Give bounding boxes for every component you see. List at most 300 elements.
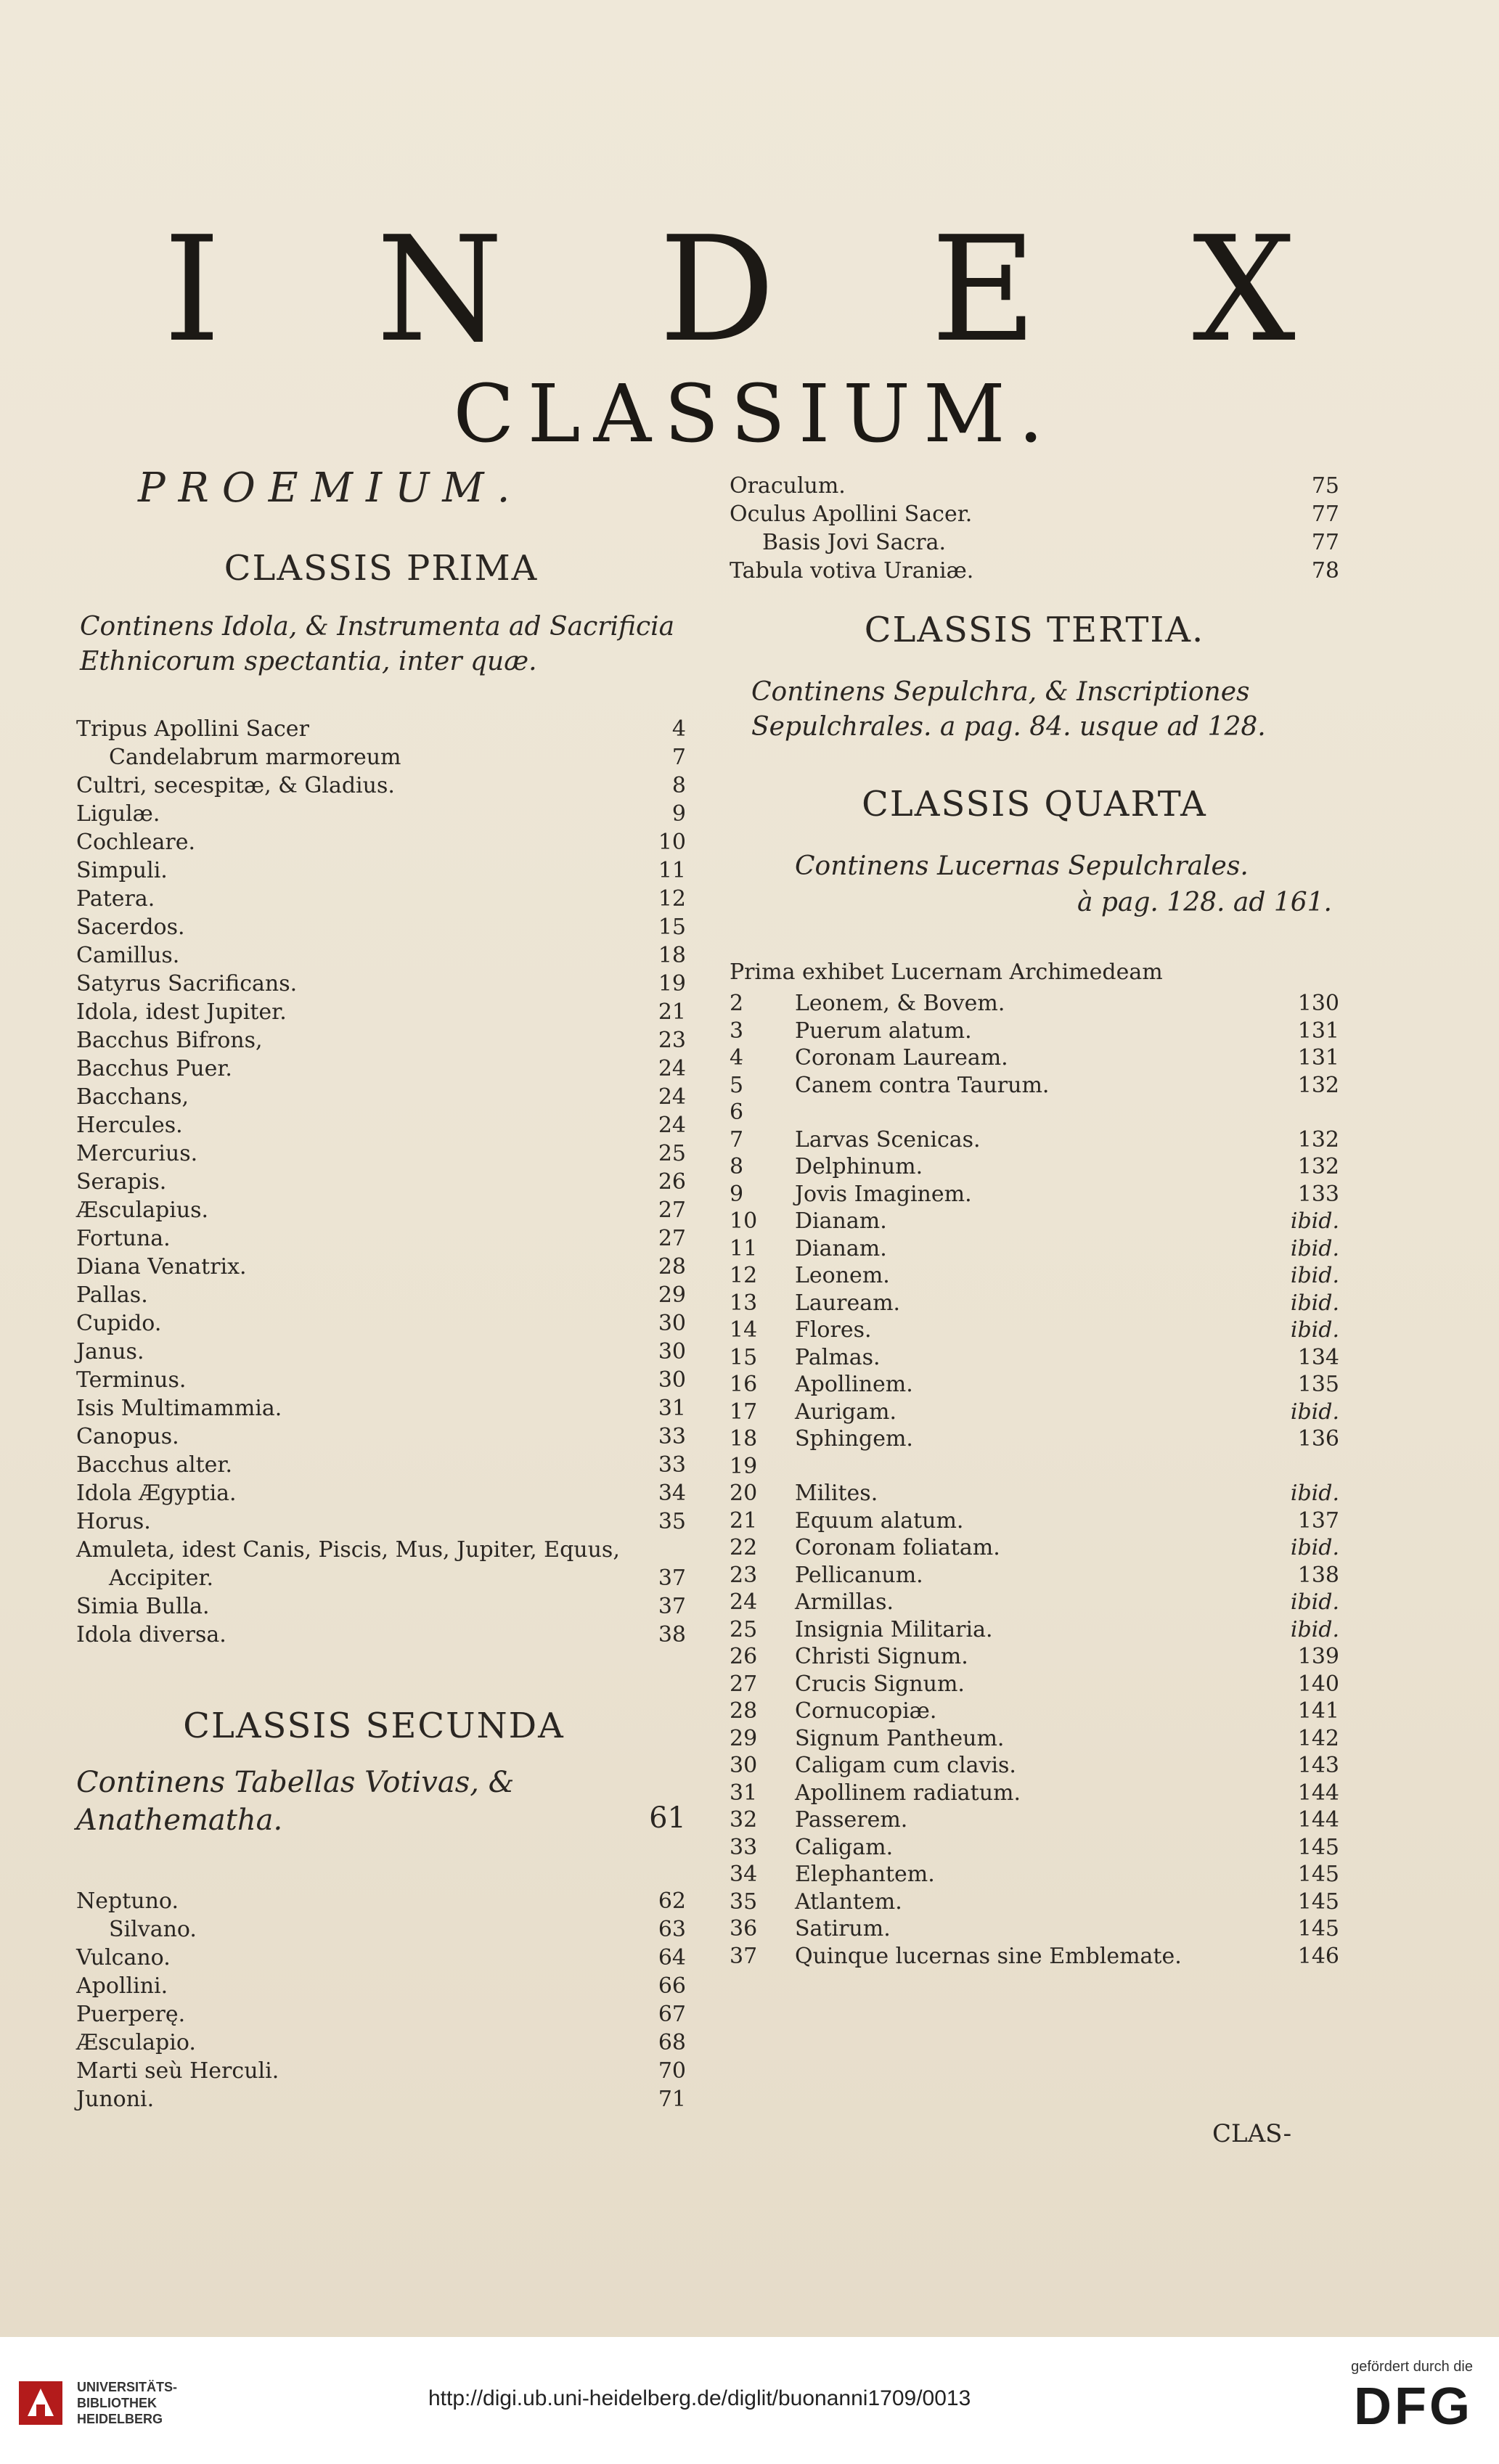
classis-quarta-entry <box>730 1018 1339 1045</box>
entry-page: 63 <box>658 1917 686 1942</box>
entry-label: Caligam cum clavis. <box>795 1753 1016 1778</box>
entry-label: Simpuli. <box>76 858 168 883</box>
entry-label: Marti seù Herculi. <box>76 2058 279 2084</box>
entry-label: Dianam. <box>795 1208 887 1234</box>
classis-prima-entry <box>76 1394 686 1423</box>
entry-number: 29 <box>730 1725 758 1751</box>
entry-page: 143 <box>1297 1753 1339 1778</box>
entry-page: ibid. <box>1290 1616 1339 1642</box>
catchword: CLAS- <box>1212 2119 1292 2148</box>
entry-page: 132 <box>1297 1126 1339 1153</box>
entry-page: 24 <box>658 1056 686 1081</box>
entry-number: 4 <box>730 1045 744 1071</box>
entry-page: 133 <box>1297 1181 1339 1207</box>
oraculum-entry <box>730 528 1339 557</box>
entry-label: Silvano. <box>109 1917 197 1942</box>
classis-quarta-entry <box>730 1806 1339 1834</box>
entry-number: 9 <box>730 1181 744 1207</box>
classis-quarta-block <box>730 784 1339 929</box>
classis-prima-entry <box>76 1026 686 1055</box>
entry-number: 2 <box>730 991 744 1016</box>
classis-prima-description: Continens Idola, & Instrumenta ad Sacrificia Ethnicorum spectantia, inter quæ. <box>80 612 675 676</box>
entry-page: ibid. <box>1290 1290 1339 1316</box>
classis-quarta-intro: Prima exhibet Lucernam Archimedeam <box>730 959 1163 985</box>
title-letter: X <box>1192 205 1296 374</box>
entry-label: Janus. <box>76 1339 144 1364</box>
classis-secunda-description: Continens Tabellas Votivas, & Anathematha. <box>76 1766 515 1837</box>
entry-page: 12 <box>658 886 686 912</box>
entry-number: 20 <box>730 1481 758 1506</box>
entry-page: 24 <box>658 1113 686 1138</box>
entry-number: 10 <box>730 1208 758 1234</box>
entry-label: Apollinem. <box>795 1372 913 1397</box>
entry-number: 18 <box>730 1426 758 1452</box>
entry-page: ibid. <box>1290 1235 1339 1261</box>
classis-quarta-entry <box>730 1262 1339 1290</box>
entry-label: Cultri, secespitæ, & Gladius. <box>76 773 395 798</box>
entry-label: Sacerdos. <box>76 914 185 940</box>
entry-number: 21 <box>730 1507 758 1534</box>
entry-label: Satyrus Sacrificans. <box>76 971 298 996</box>
classis-quarta-entry <box>730 1399 1339 1426</box>
classis-prima-entry <box>76 1423 686 1451</box>
title-letter: E <box>931 205 1037 374</box>
entry-page: 144 <box>1297 1780 1339 1806</box>
entry-page: 18 <box>658 943 686 968</box>
entry-page: ibid. <box>1290 1263 1339 1288</box>
entry-label: Puerperę. <box>76 2002 186 2027</box>
classis-prima-entry <box>76 1111 686 1139</box>
classis-secunda-entry <box>76 1944 686 1972</box>
entry-page: 75 <box>1311 473 1339 499</box>
classis-prima-entry <box>76 1309 686 1338</box>
entry-number: 15 <box>730 1344 758 1370</box>
entry-label: Oraculum. <box>730 473 846 499</box>
classis-prima-entry <box>76 1196 686 1224</box>
entry-page: 37 <box>658 1594 686 1619</box>
entry-page: ibid. <box>1290 1589 1339 1615</box>
title-letter: I <box>163 205 221 374</box>
entry-page: 11 <box>658 858 686 883</box>
classis-prima-entry <box>76 1224 686 1253</box>
title-letter: D <box>658 205 775 374</box>
entry-number: 25 <box>730 1616 758 1642</box>
classis-quarta-entry <box>730 1507 1339 1535</box>
entry-page: 31 <box>658 1396 686 1421</box>
classis-prima-entry <box>76 1253 686 1281</box>
entry-page: 144 <box>1297 1807 1339 1833</box>
entry-label: Pallas. <box>76 1282 148 1308</box>
entry-page: 10 <box>658 830 686 855</box>
entry-label: Vulcano. <box>76 1945 171 1970</box>
classis-prima-entry <box>76 856 686 885</box>
classis-secunda-entry <box>76 2000 686 2029</box>
entry-page: 139 <box>1297 1644 1339 1669</box>
dfg-wordmark: DFG <box>1354 2378 1473 2436</box>
entry-page: 145 <box>1297 1916 1339 1941</box>
classis-quarta-entry <box>730 1153 1339 1181</box>
classis-prima-entry <box>76 1564 686 1592</box>
entry-label: Pellicanum. <box>795 1562 923 1588</box>
entry-label: Bacchus Bifrons, <box>76 1028 263 1053</box>
quarta-items <box>730 990 1339 1970</box>
entry-label: Passerem. <box>795 1807 908 1833</box>
entry-page: 70 <box>658 2058 686 2084</box>
entry-page: 33 <box>658 1424 686 1449</box>
entry-label: Flores. <box>795 1317 872 1343</box>
entry-label: Jovis Imaginem. <box>795 1181 972 1207</box>
classis-quarta-entry <box>730 1126 1339 1154</box>
classis-prima-block <box>76 548 686 700</box>
entry-label: Canem contra Taurum. <box>795 1072 1050 1098</box>
classis-quarta-entry <box>730 1752 1339 1780</box>
classis-prima-entry <box>76 941 686 970</box>
university-library-name: UNIVERSITÄTS- BIBLIOTHEK HEIDELBERG <box>77 2380 178 2426</box>
entry-number: 24 <box>730 1589 758 1615</box>
entry-page: 142 <box>1297 1725 1339 1751</box>
viewer-footer <box>0 2337 1499 2464</box>
classis-quarta-entry <box>730 1888 1339 1916</box>
classis-prima-list <box>76 715 686 1649</box>
classis-tertia-block <box>730 610 1339 769</box>
classis-quarta-entry <box>730 1643 1339 1671</box>
classis-quarta-entry <box>730 1725 1339 1753</box>
permalink-url[interactable]: http://digi.ub.uni-heidelberg.de/diglit/buonanni1709/0013 <box>428 2386 971 2410</box>
entry-label: Sphingem. <box>795 1426 913 1452</box>
classis-secunda-entry <box>76 1887 686 1915</box>
entry-page: 33 <box>658 1452 686 1478</box>
entry-label: Hercules. <box>76 1113 183 1138</box>
oraculum-entry <box>730 472 1339 500</box>
entry-label: Æsculapio. <box>76 2030 196 2055</box>
classis-quarta-entry <box>730 1371 1339 1399</box>
entry-page: 24 <box>658 1084 686 1110</box>
entry-label: Candelabrum marmoreum <box>109 745 401 770</box>
entry-label: Terminus. <box>76 1367 187 1393</box>
classis-secunda-entry <box>76 2057 686 2085</box>
entry-page: 146 <box>1297 1943 1339 1969</box>
entry-page: 7 <box>671 745 686 770</box>
entry-label: Æsculapius. <box>76 1198 209 1223</box>
entry-page: 30 <box>658 1339 686 1364</box>
entry-label: Patera. <box>76 886 155 912</box>
classis-quarta-entry <box>730 1181 1339 1208</box>
entry-number: 33 <box>730 1834 758 1860</box>
entry-page: 141 <box>1297 1698 1339 1724</box>
classis-tertia-description: Continens Sepulchra, & Inscriptiones Sepulchrales. a pag. 84. usque ad 128. <box>751 677 1266 742</box>
entry-label: Bacchus alter. <box>76 1452 232 1478</box>
entry-label: Neptuno. <box>76 1888 179 1914</box>
classis-prima-entry <box>76 1055 686 1083</box>
proemium-heading: PROEMIUM. <box>138 464 523 512</box>
entry-label: Satirum. <box>795 1916 891 1941</box>
entry-page: ibid. <box>1290 1399 1339 1425</box>
classis-prima-entry <box>76 998 686 1026</box>
classis-prima-entry <box>76 885 686 913</box>
entry-page: ibid. <box>1290 1208 1339 1234</box>
classis-quarta-entry <box>730 1480 1339 1507</box>
entry-number: 26 <box>730 1644 758 1669</box>
entry-label: Idola, idest Jupiter. <box>76 999 287 1025</box>
title-classium: CLASSIUM. <box>453 367 1057 460</box>
entry-number: 37 <box>730 1943 758 1969</box>
entry-number: 36 <box>730 1916 758 1941</box>
entry-page: 78 <box>1311 558 1339 584</box>
classis-secunda-entry <box>76 2029 686 2057</box>
entry-label: Leonem. <box>795 1263 890 1288</box>
entry-number: 23 <box>730 1562 758 1588</box>
entry-label: Lauream. <box>795 1290 901 1316</box>
entry-label: Aurigam. <box>795 1399 896 1425</box>
entry-number: 3 <box>730 1018 744 1044</box>
classis-quarta-entry <box>730 1861 1339 1888</box>
classis-prima-entry <box>76 1168 686 1196</box>
entry-label: Camillus. <box>76 943 180 968</box>
entry-page: 28 <box>658 1254 686 1280</box>
classis-quarta-entry <box>730 1589 1339 1616</box>
entry-page: 62 <box>658 1888 686 1914</box>
entry-label: Basis Jovi Sacra. <box>762 530 947 555</box>
entry-label: Oculus Apollini Sacer. <box>730 502 973 527</box>
entry-label: Milites. <box>795 1481 878 1506</box>
entry-label: Armillas. <box>795 1589 894 1615</box>
classis-quarta-entry <box>730 1235 1339 1263</box>
entry-page: 130 <box>1297 991 1339 1016</box>
entry-page: 21 <box>658 999 686 1025</box>
entry-page: 77 <box>1311 502 1339 527</box>
entry-page: ibid. <box>1290 1317 1339 1343</box>
classis-secunda-entry <box>76 1915 686 1944</box>
classis-prima-entry <box>76 1338 686 1366</box>
classis-quarta-entry <box>730 1344 1339 1372</box>
entry-number: 19 <box>730 1453 758 1479</box>
entry-label: Insignia Militaria. <box>795 1616 993 1642</box>
entry-page: 38 <box>658 1622 686 1648</box>
entry-page: 67 <box>658 2002 686 2027</box>
entry-number: 8 <box>730 1154 744 1179</box>
entry-label: Delphinum. <box>795 1154 923 1179</box>
entry-label: Signum Pantheum. <box>795 1725 1005 1751</box>
entry-label: Apollinem radiatum. <box>795 1780 1021 1806</box>
entry-label: Junoni. <box>76 2087 155 2112</box>
entry-page: 26 <box>658 1169 686 1195</box>
classis-prima-entry <box>76 828 686 856</box>
entry-label: Christi Signum. <box>795 1644 968 1669</box>
entry-number: 7 <box>730 1126 744 1153</box>
entry-label: Tripus Apollini Sacer <box>76 716 309 742</box>
entry-page: 27 <box>658 1226 686 1251</box>
classis-tertia-heading: CLASSIS TERTIA. <box>864 610 1205 650</box>
entry-page: 145 <box>1297 1834 1339 1860</box>
entry-label: Diana Venatrix. <box>76 1254 247 1280</box>
entry-page: 145 <box>1297 1862 1339 1887</box>
entry-number: 30 <box>730 1753 758 1778</box>
entry-page: 29 <box>658 1282 686 1308</box>
classis-quarta-entry <box>730 1425 1339 1453</box>
entry-number: 22 <box>730 1535 758 1560</box>
entry-page: 15 <box>658 914 686 940</box>
classis-prima-entry <box>76 1139 686 1168</box>
entry-page: 135 <box>1297 1372 1339 1397</box>
entry-label: Puerum alatum. <box>795 1018 972 1044</box>
entry-label: Apollini. <box>76 1973 168 1999</box>
classis-secunda-heading: CLASSIS SECUNDA <box>183 1706 565 1746</box>
oraculum-entry <box>730 500 1339 528</box>
entry-page: 25 <box>658 1141 686 1166</box>
entry-number: 35 <box>730 1888 758 1915</box>
entry-page: 8 <box>671 773 686 798</box>
entry-number: 34 <box>730 1862 758 1887</box>
entry-page: 136 <box>1297 1426 1339 1452</box>
right-top-list <box>730 472 1339 585</box>
classis-quarta-entry <box>730 990 1339 1018</box>
dfg-logo <box>1351 2359 1473 2438</box>
classis-prima-entry <box>76 1366 686 1394</box>
entry-label: Ligulæ. <box>76 801 160 827</box>
entry-label: Horus. <box>76 1509 151 1534</box>
entry-page: 140 <box>1297 1671 1339 1697</box>
entry-number: 13 <box>730 1290 758 1316</box>
entry-label: Isis Multimammia. <box>76 1396 282 1421</box>
entry-page: 23 <box>658 1028 686 1053</box>
entry-page: ibid. <box>1290 1535 1339 1560</box>
classis-prima-entry <box>76 771 686 800</box>
classis-prima-entry <box>76 743 686 771</box>
classis-quarta-pages: à pag. 128. ad 161. <box>1077 888 1332 917</box>
entry-page: 64 <box>658 1945 686 1970</box>
entry-page: 138 <box>1297 1562 1339 1588</box>
entry-label: Leonem, & Bovem. <box>795 991 1005 1016</box>
entry-label: Cupido. <box>76 1311 162 1336</box>
classis-quarta-entry <box>730 1562 1339 1589</box>
entry-label: Coronam foliatam. <box>795 1535 1000 1560</box>
entry-label: Tabula votiva Uraniæ. <box>730 558 974 584</box>
entry-page: 34 <box>658 1481 686 1506</box>
dfg-funded-text: gefördert durch die <box>1351 2359 1473 2375</box>
entry-number: 28 <box>730 1698 758 1724</box>
classis-quarta-entry <box>730 1453 1339 1481</box>
oraculum-entry <box>730 557 1339 585</box>
classis-prima-entry <box>76 800 686 828</box>
entry-page: 68 <box>658 2030 686 2055</box>
entry-page: 134 <box>1297 1344 1339 1370</box>
entry-page: 71 <box>658 2087 686 2112</box>
entry-label: Equum alatum. <box>795 1507 964 1534</box>
entry-number: 17 <box>730 1399 758 1425</box>
classis-quarta-entry <box>730 1099 1339 1126</box>
classis-quarta-entry <box>730 1698 1339 1725</box>
entry-page: 132 <box>1297 1072 1339 1098</box>
classis-prima-entry <box>76 970 686 998</box>
entry-number: 14 <box>730 1317 758 1343</box>
classis-prima-heading: CLASSIS PRIMA <box>224 548 539 589</box>
entry-number: 12 <box>730 1263 758 1288</box>
classis-secunda-page: 61 <box>649 1801 686 1835</box>
entry-number: 32 <box>730 1807 758 1833</box>
entry-page: 9 <box>671 801 686 827</box>
classis-prima-entry <box>76 1479 686 1507</box>
entry-page: 30 <box>658 1311 686 1336</box>
entry-label: Idola Ægyptia. <box>76 1481 237 1506</box>
entry-number: 6 <box>730 1100 744 1125</box>
classis-secunda-description-wrap <box>76 1756 686 1865</box>
entry-label: Cornucopiæ. <box>795 1698 937 1724</box>
entry-page: ibid. <box>1290 1481 1339 1506</box>
classis-prima-entry <box>76 1083 686 1111</box>
classis-quarta-entry <box>730 1317 1339 1344</box>
entry-page: 66 <box>658 1973 686 1999</box>
entry-page: 30 <box>658 1367 686 1393</box>
university-library-logo <box>17 2379 177 2427</box>
classis-quarta-list <box>730 958 1339 1970</box>
entry-label: Amuleta, idest Canis, Piscis, Mus, Jupiter, Equus, <box>76 1537 620 1563</box>
entry-label: Fortuna. <box>76 1226 171 1251</box>
entry-label: Crucis Signum. <box>795 1671 965 1697</box>
classis-secunda-list <box>76 1887 686 2113</box>
entry-label: Palmas. <box>795 1344 881 1370</box>
classis-prima-entry <box>76 715 686 743</box>
entry-number: 27 <box>730 1671 758 1697</box>
classis-secunda-entry <box>76 1972 686 2000</box>
entry-label: Simia Bulla. <box>76 1594 210 1619</box>
entry-label: Dianam. <box>795 1235 887 1261</box>
entry-number: 5 <box>730 1072 744 1098</box>
entry-number: 11 <box>730 1235 758 1261</box>
entry-page: 132 <box>1297 1154 1339 1179</box>
classis-prima-entry <box>76 1536 686 1564</box>
entry-page: 77 <box>1311 530 1339 555</box>
classis-quarta-entry <box>730 1208 1339 1235</box>
title-index <box>163 205 1296 374</box>
entry-page: 27 <box>658 1198 686 1223</box>
entry-page: 19 <box>658 971 686 996</box>
classis-quarta-entry <box>730 1834 1339 1862</box>
classis-quarta-description: Continens Lucernas Sepulchrales. <box>795 851 1249 881</box>
entry-page: 137 <box>1297 1507 1339 1534</box>
classis-prima-entry <box>76 1592 686 1621</box>
entry-page: 37 <box>658 1565 686 1591</box>
entry-label: Mercurius. <box>76 1141 198 1166</box>
entry-label: Serapis. <box>76 1169 167 1195</box>
entry-page: 131 <box>1297 1045 1339 1071</box>
classis-quarta-entry <box>730 1072 1339 1100</box>
entry-page: 145 <box>1297 1888 1339 1915</box>
classis-prima-entry <box>76 1451 686 1479</box>
classis-quarta-entry <box>730 1044 1339 1072</box>
entry-label: Larvas Scenicas. <box>795 1126 981 1153</box>
classis-quarta-heading: CLASSIS QUARTA <box>862 784 1207 824</box>
entry-label: Coronam Lauream. <box>795 1045 1008 1071</box>
classis-prima-entry <box>76 1507 686 1536</box>
classis-quarta-entry <box>730 1671 1339 1698</box>
classis-quarta-entry <box>730 1616 1339 1644</box>
entry-label: Idola diversa. <box>76 1622 226 1648</box>
classis-secunda-block <box>76 1706 686 1865</box>
classis-quarta-entry <box>730 1943 1339 1970</box>
classis-quarta-entry <box>730 1780 1339 1807</box>
entry-label: Cochleare. <box>76 830 196 855</box>
classis-prima-entry <box>76 913 686 941</box>
entry-label: Quinque lucernas sine Emblemate. <box>795 1943 1182 1969</box>
entry-page: 35 <box>658 1509 686 1534</box>
entry-page: 4 <box>671 716 686 742</box>
entry-label: Accipiter. <box>109 1565 214 1591</box>
entry-label: Caligam. <box>795 1834 894 1860</box>
entry-page: 131 <box>1297 1018 1339 1044</box>
entry-number: 31 <box>730 1780 758 1806</box>
classis-prima-entry <box>76 1281 686 1309</box>
classis-prima-entry <box>76 1621 686 1649</box>
